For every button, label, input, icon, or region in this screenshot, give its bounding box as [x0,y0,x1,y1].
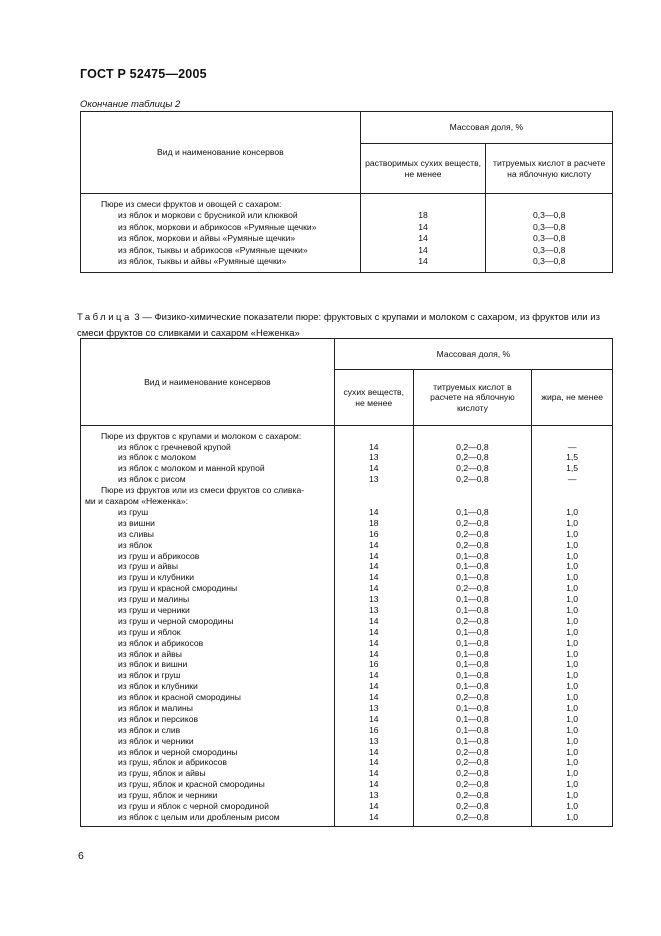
row-v3: 1,0 [532,572,613,583]
row-v1: 18 [334,518,413,529]
row-v2: 0,1—0,8 [413,681,532,692]
row-v3: 1,0 [532,605,613,616]
row-v3: 1,0 [532,714,613,725]
row-v3: 1,0 [532,659,613,670]
row-v3: 1,0 [532,540,613,551]
table-row [81,725,613,736]
row-v1: 13 [334,703,413,714]
table-row [81,194,613,211]
row-v1 [360,194,486,211]
row-v3 [532,426,613,442]
row-v3: 1,5 [532,463,613,474]
row-v2 [413,426,532,442]
table-row [81,605,613,616]
row-v3: 1,0 [532,703,613,714]
row-v1: 14 [360,245,486,257]
row-v2: 0,2—0,8 [413,452,532,463]
row-name: из груш и яблок [81,627,335,638]
row-v2: 0,3—0,8 [486,233,613,245]
row-v1: 14 [334,572,413,583]
table-row [81,507,613,518]
row-name: Пюре из фруктов или из смеси фруктов со сливка- [81,485,335,496]
table-row [81,474,613,485]
row-v2: 0,1—0,8 [413,659,532,670]
row-v3: — [532,474,613,485]
table-3 [80,338,613,827]
row-v1: 14 [334,463,413,474]
row-v3: 1,0 [532,583,613,594]
document-title: ГОСТ Р 52475—2005 [80,67,207,81]
row-v3: 1,0 [532,561,613,572]
table3-head-group: Массовая доля, % [334,339,612,370]
row-v2: 0,1—0,8 [413,561,532,572]
row-name: из груш, яблок и красной смородины [81,779,335,790]
row-v2: 0,2—0,8 [413,801,532,812]
row-name: из яблок и персиков [81,714,335,725]
row-v3 [532,485,613,496]
row-v1: 16 [334,529,413,540]
row-name: из груш и малины [81,594,335,605]
table2-head-col2: титруемых кислот в расчете на яблочную кислоту [486,144,613,194]
table-row [81,757,613,768]
table3-head-col3: жира, не менее [532,370,613,426]
row-v3: 1,0 [532,790,613,801]
row-v1: 14 [334,681,413,692]
row-name: из груш и красной смородины [81,583,335,594]
table-row [81,703,613,714]
row-v1: 13 [334,474,413,485]
row-v2: 0,1—0,8 [413,551,532,562]
row-name: из груш и черной смородины [81,616,335,627]
row-v1: 14 [334,714,413,725]
row-v3: 1,0 [532,670,613,681]
table-row [81,649,613,660]
row-v3: 1,0 [532,757,613,768]
row-v2: 0,1—0,8 [413,714,532,725]
row-v1: 13 [334,736,413,747]
row-v2: 0,2—0,8 [413,747,532,758]
row-v2: 0,2—0,8 [413,583,532,594]
row-name: из яблок с целым или дробленым рисом [81,812,335,827]
table-row [81,747,613,758]
row-v1: 18 [360,210,486,222]
row-v1: 14 [334,627,413,638]
row-v1: 13 [334,452,413,463]
table3-caption-label: Таблица [77,312,132,323]
row-name: из яблок [81,540,335,551]
row-name: Пюре из фруктов с крупами и молоком с сахаром: [81,426,335,442]
table-row [81,692,613,703]
row-name: из яблок с рисом [81,474,335,485]
row-v3: 1,0 [532,725,613,736]
row-v1: 14 [334,507,413,518]
table-row [81,426,613,442]
row-name: из груш и яблок с черной смородиной [81,801,335,812]
row-name: из яблок, моркови и абрикосов «Румяные щечки» [81,222,361,234]
row-name: из яблок и красной смородины [81,692,335,703]
row-v1: 14 [334,616,413,627]
row-v2: 0,2—0,8 [413,529,532,540]
row-v1: 14 [334,779,413,790]
table-row [81,779,613,790]
row-v1: 14 [334,768,413,779]
table3-head-col2: титруемых кислот в расчете на яблочную кислоту [413,370,532,426]
table-row [81,452,613,463]
row-v1: 14 [334,638,413,649]
row-v3: 1,0 [532,616,613,627]
row-name: из яблок и айвы [81,649,335,660]
row-v3: 1,0 [532,779,613,790]
row-name: из яблок и черники [81,736,335,747]
table-row [81,233,613,245]
row-v1: 14 [334,442,413,453]
row-v1: 14 [360,256,486,272]
table-row [81,812,613,827]
row-name: из яблок и абрикосов [81,638,335,649]
row-v1: 14 [334,812,413,827]
table2-head-name: Вид и наименование консервов [81,112,361,194]
table-row [81,670,613,681]
row-v1: 16 [334,659,413,670]
row-v2: 0,2—0,8 [413,442,532,453]
row-v1: 16 [334,725,413,736]
row-v3: 1,5 [532,452,613,463]
table-row [81,485,613,496]
row-v2: 0,1—0,8 [413,725,532,736]
table-row [81,463,613,474]
table3-head-name: Вид и наименование консервов [81,339,335,426]
row-v2: 0,1—0,8 [413,627,532,638]
row-v2 [413,496,532,507]
row-v3: 1,0 [532,812,613,827]
row-name: из яблок и слив [81,725,335,736]
row-v2: 0,1—0,8 [413,594,532,605]
row-name: из яблок, моркови и айвы «Румяные щечки» [81,233,361,245]
table-row [81,638,613,649]
row-v1 [334,485,413,496]
row-v2: 0,3—0,8 [486,222,613,234]
row-v2: 0,2—0,8 [413,463,532,474]
table-row [81,583,613,594]
row-v3: — [532,442,613,453]
table2-continuation-label: Окончание таблицы 2 [80,99,181,110]
table-row [81,659,613,670]
row-v3: 1,0 [532,649,613,660]
table-row [81,768,613,779]
row-name: из сливы [81,529,335,540]
row-v1: 14 [334,561,413,572]
row-v2: 0,1—0,8 [413,703,532,714]
row-v2: 0,2—0,8 [413,616,532,627]
table-row [81,736,613,747]
row-name: из яблок и груш [81,670,335,681]
table3-caption-text: 3 — Физико-химические показатели пюре: фруктовых с крупами и молоком с сахаром, из фруктов или из смеси фруктов со сливками и сахаром «Неженка» [77,312,600,339]
table2-head-group: Массовая доля, % [360,112,612,144]
table-row [81,222,613,234]
row-v3: 1,0 [532,638,613,649]
table-row [81,256,613,272]
row-v3: 1,0 [532,681,613,692]
row-v1: 13 [334,594,413,605]
row-v1: 14 [334,692,413,703]
row-name: из яблок и малины [81,703,335,714]
row-v2: 0,2—0,8 [413,474,532,485]
table-row [81,714,613,725]
row-v3: 1,0 [532,736,613,747]
row-name: из яблок и клубники [81,681,335,692]
row-name: из яблок, тыквы и айвы «Румяные щечки» [81,256,361,272]
row-name: из яблок с гречневой крупой [81,442,335,453]
row-name: из яблок, тыквы и абрикосов «Румяные щечки» [81,245,361,257]
row-v3: 1,0 [532,518,613,529]
table-row [81,594,613,605]
row-v2: 0,1—0,8 [413,605,532,616]
row-v1: 14 [334,649,413,660]
row-name: из вишни [81,518,335,529]
row-v1: 14 [360,222,486,234]
row-v2: 0,2—0,8 [413,779,532,790]
row-v2: 0,1—0,8 [413,572,532,583]
table-row [81,551,613,562]
table-row [81,529,613,540]
row-v2: 0,2—0,8 [413,768,532,779]
row-name: из яблок и моркови с брусникой или клюквой [81,210,361,222]
table-row [81,210,613,222]
row-v2: 0,3—0,8 [486,245,613,257]
page-number: 6 [78,850,84,862]
table-row [81,496,613,507]
row-name: из груш, яблок и черники [81,790,335,801]
row-v1: 14 [334,670,413,681]
table-row [81,245,613,257]
table-row [81,790,613,801]
table3-head-col1: сухих веществ, не менее [334,370,413,426]
row-v2: 0,1—0,8 [413,736,532,747]
row-v3 [532,496,613,507]
row-name: ми и сахаром «Неженка»: [81,496,335,507]
row-v3: 1,0 [532,747,613,758]
row-v2: 0,3—0,8 [486,210,613,222]
row-v2: 0,1—0,8 [413,670,532,681]
row-v1: 14 [334,583,413,594]
row-v2: 0,2—0,8 [413,540,532,551]
row-name: из груш и клубники [81,572,335,583]
row-name: из груш, яблок и айвы [81,768,335,779]
row-name: из груш и айвы [81,561,335,572]
table2-head-col1: растворимых сухих веществ, не менее [360,144,486,194]
row-name: из яблок и черной смородины [81,747,335,758]
row-name: из груш и черники [81,605,335,616]
row-name: из яблок с молоком [81,452,335,463]
row-v3: 1,0 [532,692,613,703]
row-name: из яблок с молоком и манной крупой [81,463,335,474]
row-v1: 14 [334,801,413,812]
table-row [81,616,613,627]
row-v2: 0,2—0,8 [413,518,532,529]
row-v3: 1,0 [532,627,613,638]
row-v1: 14 [334,747,413,758]
row-v3: 1,0 [532,551,613,562]
row-v1: 14 [334,540,413,551]
row-v2: 0,1—0,8 [413,507,532,518]
row-v3: 1,0 [532,801,613,812]
row-v1: 13 [334,790,413,801]
row-v2: 0,1—0,8 [413,638,532,649]
table-row [81,572,613,583]
table-row [81,627,613,638]
row-v2: 0,2—0,8 [413,692,532,703]
row-v2: 0,2—0,8 [413,757,532,768]
table-row [81,518,613,529]
row-v1: 13 [334,605,413,616]
row-v2: 0,2—0,8 [413,812,532,827]
row-name: из груш, яблок и абрикосов [81,757,335,768]
table-row [81,442,613,453]
table-2 [80,111,613,273]
table-row [81,561,613,572]
row-name: из яблок и вишни [81,659,335,670]
row-name: Пюре из смеси фруктов и овощей с сахаром: [81,194,361,211]
row-name: из груш и абрикосов [81,551,335,562]
row-v1 [334,426,413,442]
row-v2: 0,2—0,8 [413,790,532,801]
row-name: из груш [81,507,335,518]
row-v3: 1,0 [532,529,613,540]
row-v3: 1,0 [532,768,613,779]
table-row [81,540,613,551]
row-v2 [486,194,613,211]
row-v2: 0,1—0,8 [413,649,532,660]
row-v1: 14 [334,757,413,768]
row-v1 [334,496,413,507]
row-v3: 1,0 [532,594,613,605]
row-v2: 0,3—0,8 [486,256,613,272]
row-v3: 1,0 [532,507,613,518]
table-row [81,801,613,812]
row-v2 [413,485,532,496]
row-v1: 14 [360,233,486,245]
table-row [81,681,613,692]
row-v1: 14 [334,551,413,562]
